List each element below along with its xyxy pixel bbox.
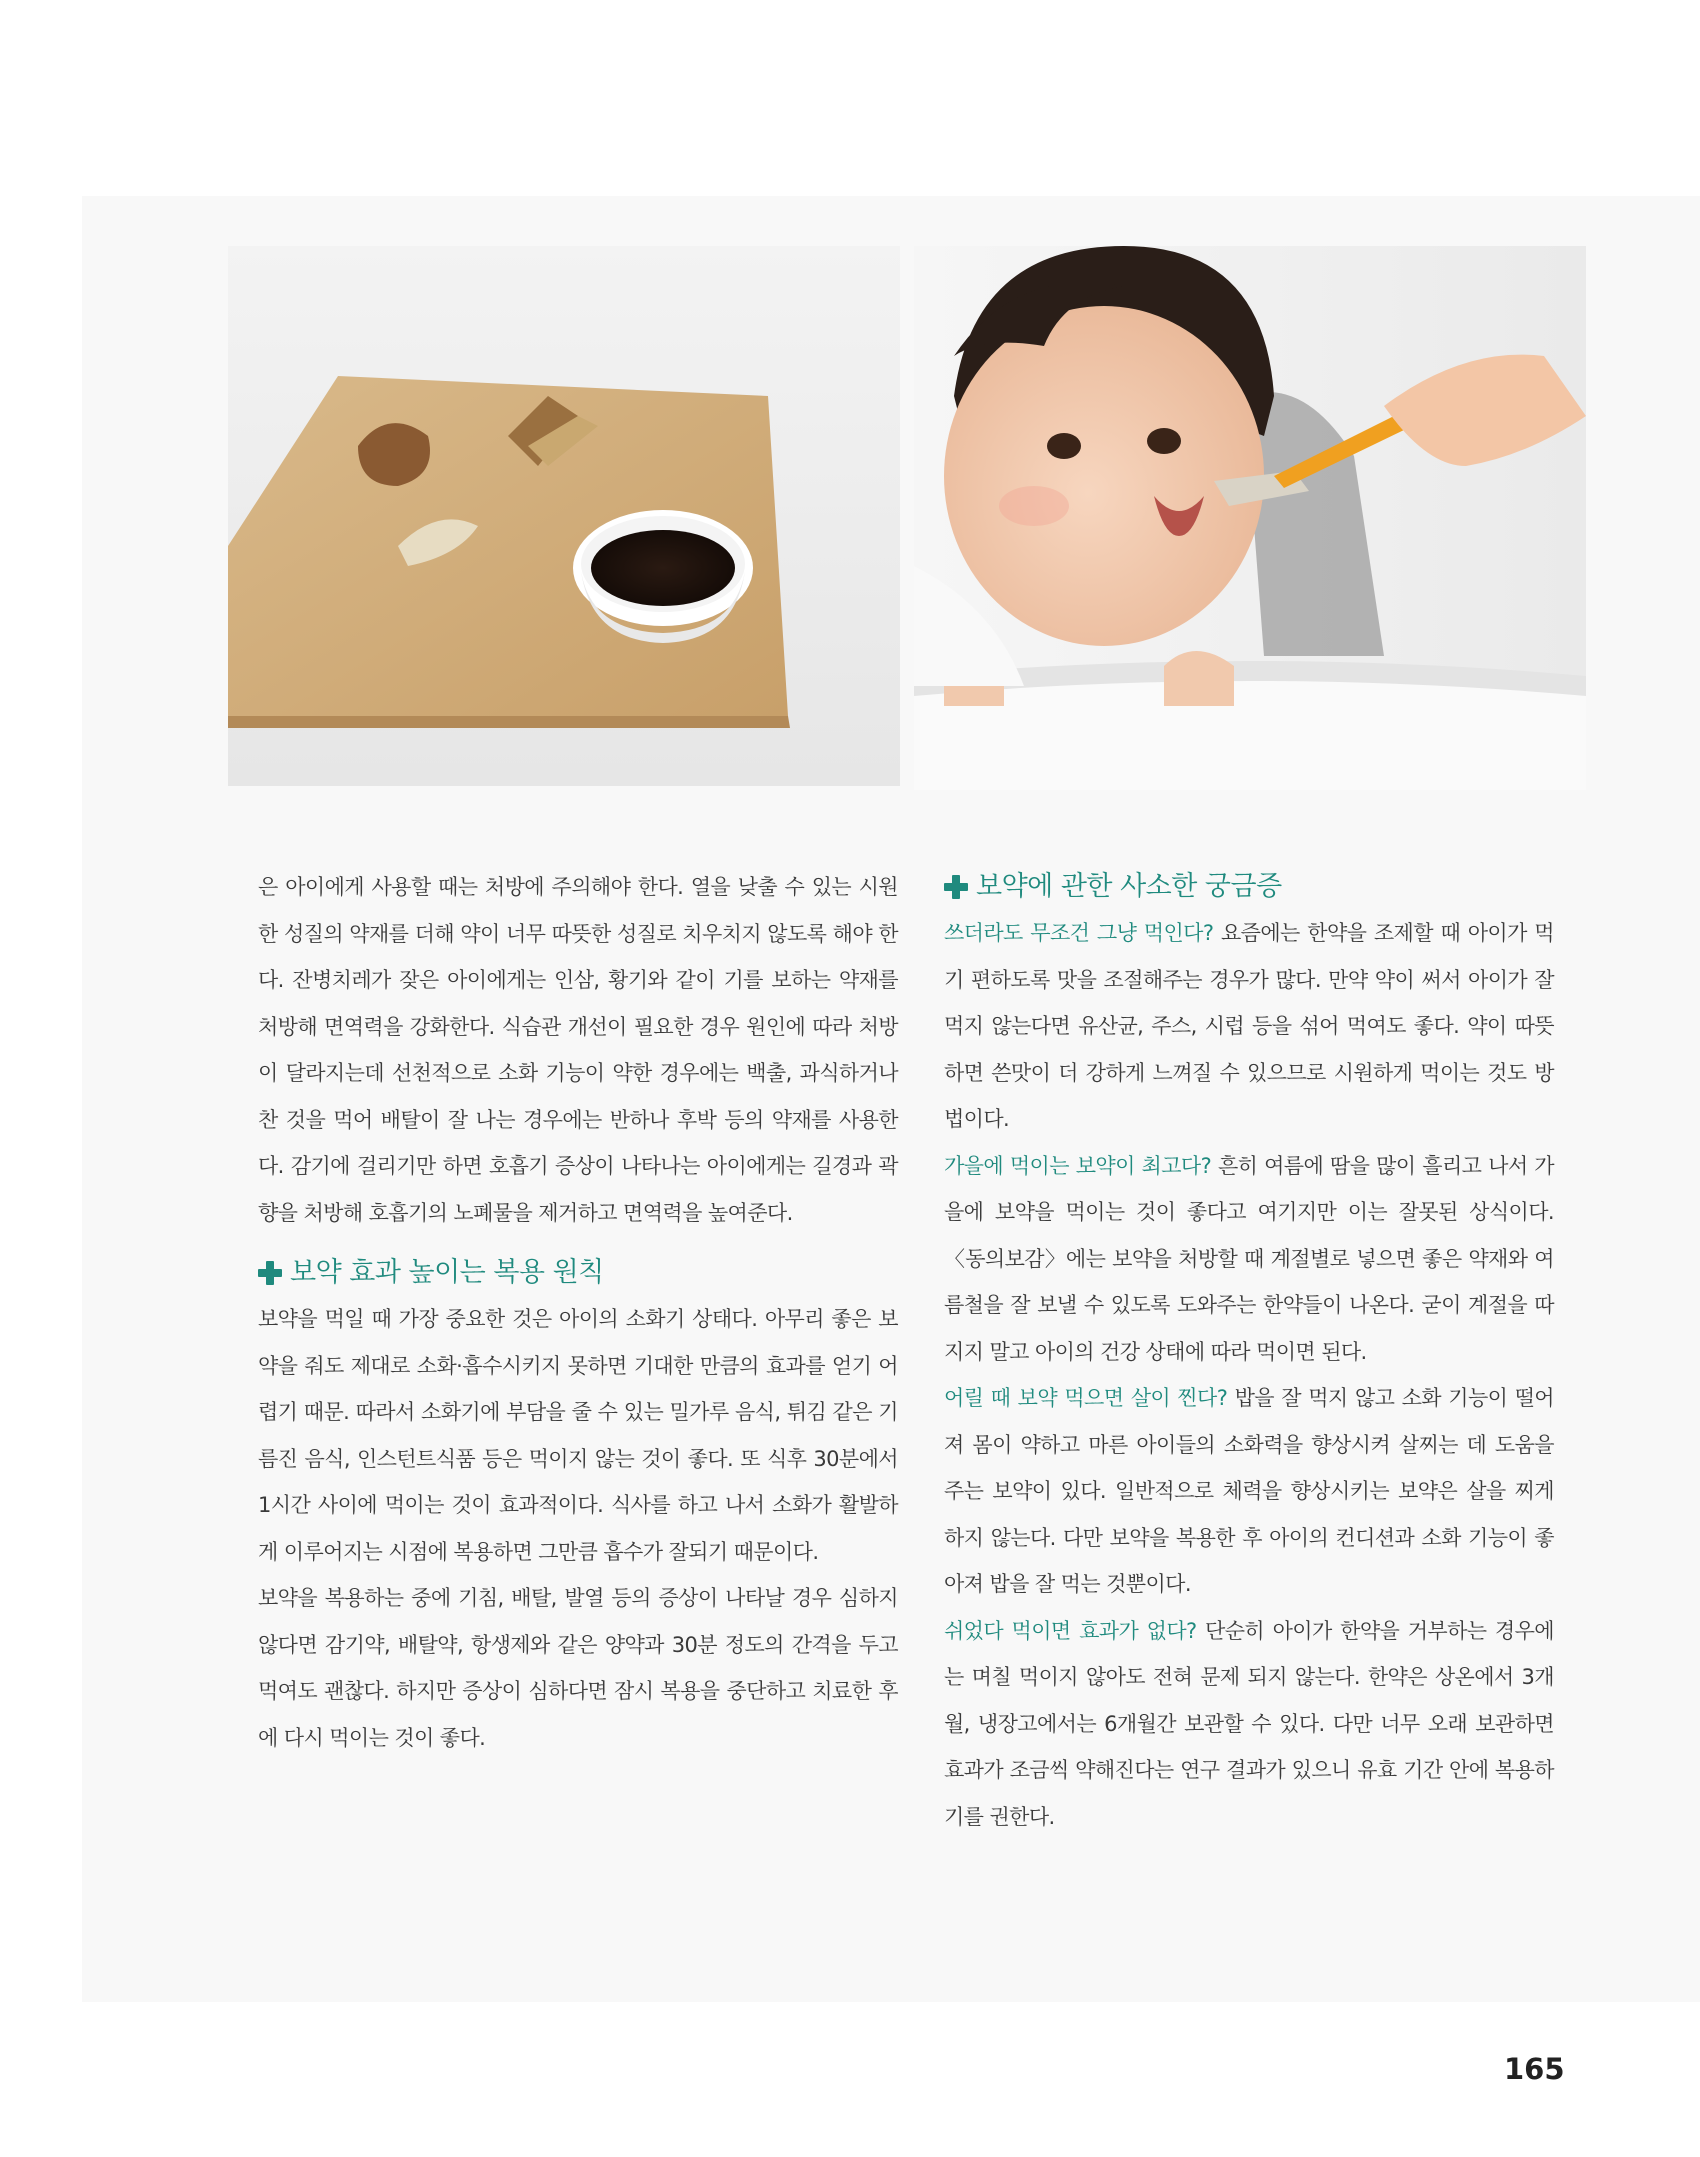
- page-number: 165: [1504, 2052, 1565, 2086]
- faq-item: [944, 1375, 1554, 1608]
- section-heading-dosage-principles: [258, 1250, 898, 1296]
- section-heading-text: 보약 효과 높이는 복용 원칙: [290, 1256, 604, 1288]
- faq-item: [944, 1608, 1554, 1841]
- section-heading-faq: [944, 864, 1554, 910]
- left-text-column: [258, 864, 898, 1761]
- plus-icon: [944, 875, 968, 899]
- faq-answer: 요즘에는 한약을 조제할 때 아이가 먹기 편하도록 맛을 조절해주는 경우가 많다. 만약 약이 써서 아이가 잘 먹지 않는다면 유산균, 주스, 시럽 등을 섞어 먹여도 좋다. 약이 따뜻하면 쓴맛이 더 강하게 느껴질 수 있으므로 시원하게 먹이는 것도 방법이다.: [944, 921, 1554, 1131]
- right-text-column: [944, 864, 1554, 1840]
- faq-item: [944, 1143, 1554, 1376]
- intro-paragraph: 은 아이에게 사용할 때는 처방에 주의해야 한다. 열을 낮출 수 있는 시원한 성질의 약재를 더해 약이 너무 따뜻한 성질로 치우치지 않도록 해야 한다. 잔병치레가 잦은 아이에게는 인삼, 황기와 같이 기를 보하는 약재를 처방해 면역력을 강화한다. 식습관 개선이 필요한 경우 원인에 따라 처방이 달라지는데 선천적으로 소화 기능이 약한 경우에는 백출, 과식하거나 찬 것을 먹어 배탈이 잘 나는 경우에는 반하나 후박 등의 약재를 사용한다. 감기에 걸리기만 하면 호흡기 증상이 나타나는 아이에게는 길경과 곽향을 처방해 호흡기의 노폐물을 제거하고 면역력을 높여준다.: [258, 875, 898, 1225]
- faq-answer: 밥을 잘 먹지 않고 소화 기능이 떨어져 몸이 약하고 마른 아이들의 소화력을 향상시켜 살찌는 데 도움을 주는 보약이 있다. 일반적으로 체력을 향상시키는 보약은 살을 찌게 하지 않는다. 다만 보약을 복용한 후 아이의 컨디션과 소화 기능이 좋아져 밥을 잘 먹는 것뿐이다.: [944, 1386, 1554, 1596]
- baby-feeding-photo: [914, 246, 1586, 790]
- body-paragraph: 보약을 복용하는 중에 기침, 배탈, 발열 등의 증상이 나타날 경우 심하지 않다면 감기약, 배탈약, 항생제와 같은 양약과 30분 정도의 간격을 두고 먹여도 괜찮다. 하지만 증상이 심하다면 잠시 복용을 중단하고 치료한 후에 다시 먹이는 것이 좋다.: [258, 1586, 898, 1750]
- plus-icon: [258, 1261, 282, 1285]
- faq-question: 쓰더라도 무조건 그냥 먹인다?: [944, 921, 1214, 945]
- faq-question: 쉬었다 먹이면 효과가 없다?: [944, 1618, 1197, 1643]
- herbal-medicine-photo: [228, 246, 900, 786]
- faq-question: 가을에 먹이는 보약이 최고다?: [944, 1153, 1212, 1178]
- body-paragraph: 보약을 먹일 때 가장 중요한 것은 아이의 소화기 상태다. 아무리 좋은 보약을 줘도 제대로 소화·흡수시키지 못하면 기대한 만큼의 효과를 얻기 어렵기 때문. 따라서 소화기에 부담을 줄 수 있는 밀가루 음식, 튀김 같은 기름진 음식, 인스턴트식품 등은 먹이지 않는 것이 좋다. 또 식후 30분에서 1시간 사이에 먹이는 것이 효과적이다. 식사를 하고 나서 소화가 활발하게 이루어지는 시점에 복용하면 그만큼 흡수가 잘되기 때문이다.: [258, 1307, 898, 1564]
- faq-item: [944, 910, 1554, 1143]
- section-heading-text: 보약에 관한 사소한 궁금증: [976, 870, 1282, 902]
- faq-answer: 흔히 여름에 땀을 많이 흘리고 나서 가을에 보약을 먹이는 것이 좋다고 여기지만 이는 잘못된 상식이다. 〈동의보감〉에는 보약을 처방할 때 계절별로 넣으면 좋은 약재와 여름철을 잘 보낼 수 있도록 도와주는 한약들이 나온다. 굳이 계절을 따지지 말고 아이의 건강 상태에 따라 먹이면 된다.: [944, 1153, 1554, 1364]
- faq-answer: 단순히 아이가 한약을 거부하는 경우에는 며칠 먹이지 않아도 전혀 문제 되지 않는다. 한약은 상온에서 3개월, 냉장고에서는 6개월간 보관할 수 있다. 다만 너무 오래 보관하면 효과가 조금씩 약해진다는 연구 결과가 있으니 유효 기간 안에 복용하기를 권한다.: [944, 1618, 1554, 1829]
- faq-question: 어릴 때 보약 먹으면 살이 찐다?: [944, 1386, 1228, 1410]
